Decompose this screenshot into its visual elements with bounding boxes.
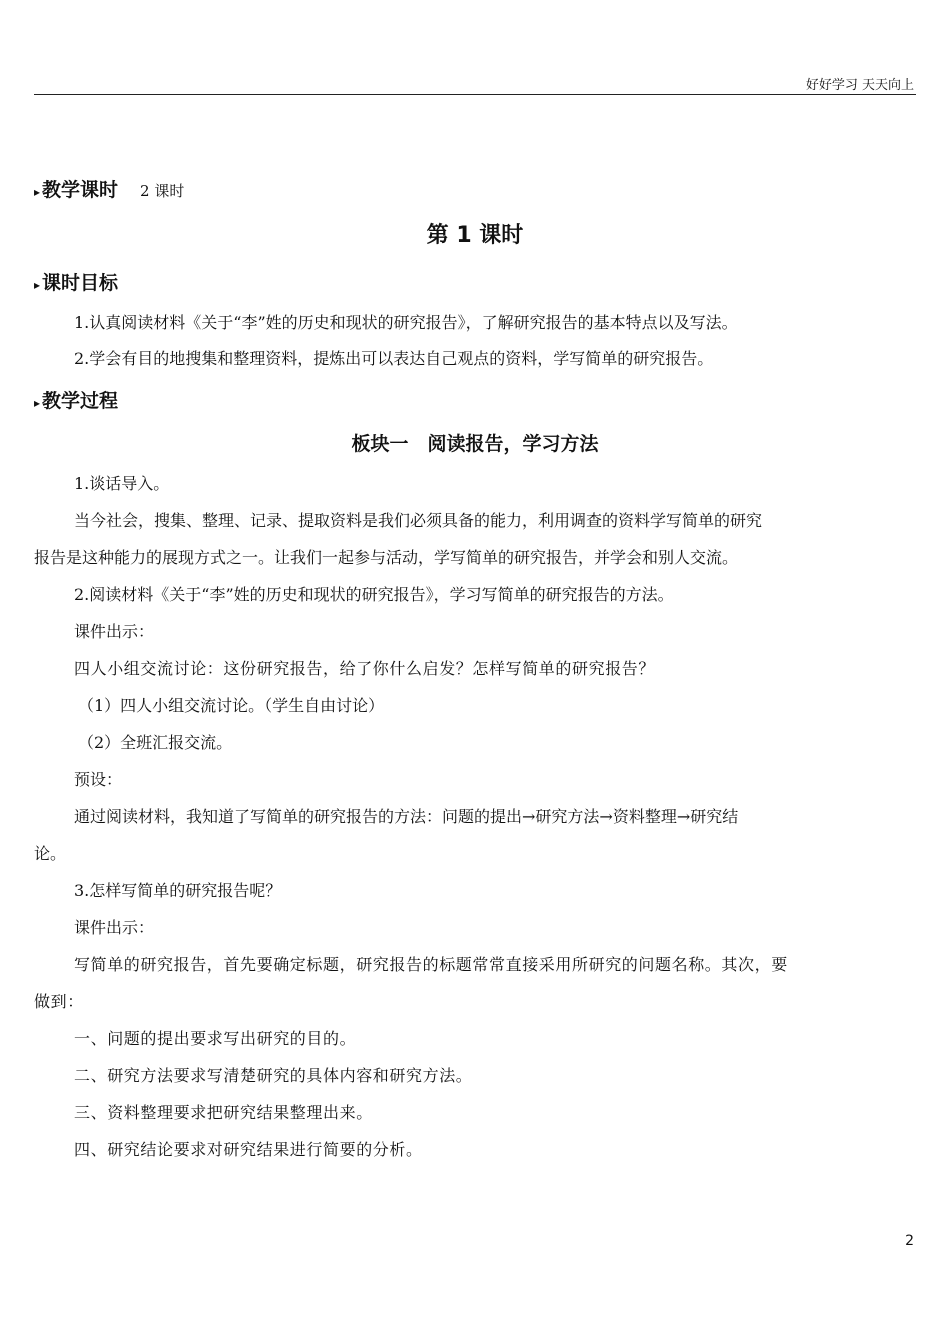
page-number: 2 (905, 1233, 914, 1249)
body-paragraph: 当今社会，搜集、整理、记录、提取资料是我们必须具备的能力，利用调查的资料学写简单的研究 (74, 511, 763, 530)
body-paragraph: 报告是这种能力的展现方式之一。让我们一起参与活动，学写简单的研究报告，并学会和别人交流。 (34, 548, 739, 567)
courseware-text: 一、问题的提出要求写出研究的目的。 (74, 1029, 357, 1048)
body-paragraph: 3.怎样写简单的研究报告呢？ (74, 881, 282, 900)
body-paragraph: 课件出示： (74, 918, 155, 937)
body-paragraph: 2.阅读材料《关于“李”姓的历史和现状的研究报告》，学习写简单的研究报告的方法。 (74, 585, 674, 604)
triangle-marker-icon: ▸ (34, 185, 41, 199)
body-paragraph: （1）四人小组交流讨论。（学生自由讨论） (78, 696, 385, 715)
lesson-title: 第 1 课时 (426, 223, 524, 248)
triangle-marker-icon: ▸ (34, 278, 41, 292)
module-title: 板块一 阅读报告，学习方法 (351, 433, 599, 455)
objective-item-1: 1.认真阅读材料《关于“李”姓的历史和现状的研究报告》，了解研究报告的基本特点以及写法。 (74, 313, 738, 332)
header-rule (34, 94, 916, 95)
body-paragraph: 预设： (74, 770, 123, 789)
teaching-hours-heading (34, 175, 184, 202)
body-paragraph: 论。 (34, 844, 67, 863)
process-heading (34, 386, 118, 413)
courseware-text: 四、研究结论要求对研究结果进行简要的分析。 (74, 1140, 423, 1159)
courseware-text: 写简单的研究报告，首先要确定标题，研究报告的标题常常直接采用所研究的问题名称。其次，要 (74, 955, 788, 974)
objectives-heading (34, 268, 118, 295)
courseware-text: 二、研究方法要求写清楚研究的具体内容和研究方法。 (74, 1066, 473, 1085)
header-motto: 好好学习 天天向上 (805, 78, 914, 93)
objectives-heading-label: 课时目标 (42, 272, 119, 294)
teaching-hours-value: 2 课时 (140, 182, 185, 200)
triangle-marker-icon: ▸ (34, 396, 41, 410)
courseware-text: 做到： (34, 992, 84, 1011)
body-paragraph: 1.谈话导入。 (74, 474, 170, 493)
courseware-prompt: 四人小组交流讨论：这份研究报告，给了你什么启发？怎样写简单的研究报告？ (74, 659, 656, 678)
body-paragraph: 通过阅读材料，我知道了写简单的研究报告的方法：问题的提出→研究方法→资料整理→研究结 (74, 807, 739, 826)
courseware-text: 三、资料整理要求把研究结果整理出来。 (74, 1103, 373, 1122)
body-paragraph: （2）全班汇报交流。 (78, 733, 233, 752)
objective-item-2: 2.学会有目的地搜集和整理资料，提炼出可以表达自己观点的资料，学写简单的研究报告。 (74, 349, 714, 368)
teaching-hours-label: 教学课时 (42, 179, 119, 201)
body-paragraph: 课件出示： (74, 622, 155, 641)
process-heading-label: 教学过程 (42, 390, 119, 412)
